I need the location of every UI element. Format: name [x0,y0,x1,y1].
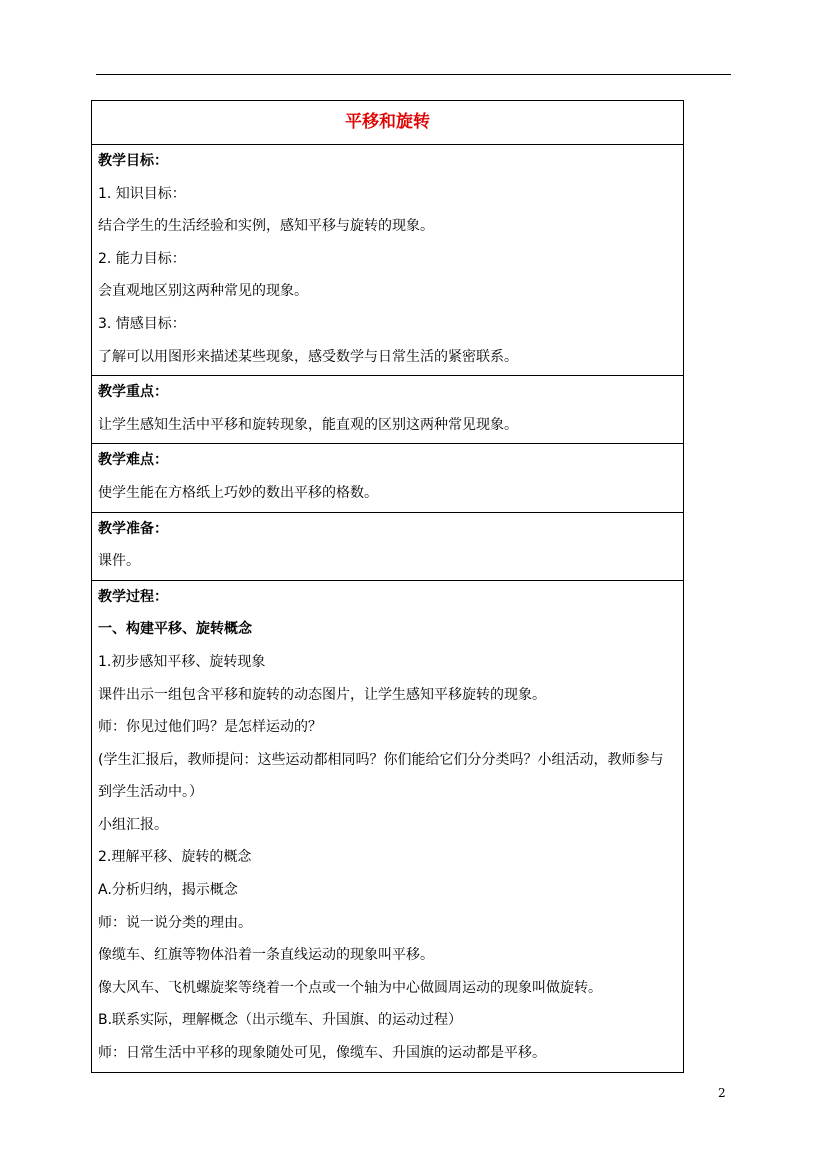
objectives-line: 会直观地区别这两种常见的现象。 [98,283,308,300]
objectives-line: 了解可以用图形来描述某些现象，感受数学与日常生活的紧密联系。 [98,348,518,365]
objectives-line: 2. 能力目标： [98,250,186,267]
process-line: 课件出示一组包含平移和旋转的动态图片，让学生感知平移旋转的现象。 [98,686,546,703]
key-points-cell [92,376,684,444]
process-line: (学生汇报后，教师提问：这些运动都相同吗？你们能给它们分分类吗？小组活动，教师参与到学生活动中。） [98,751,664,801]
preparation-cell [92,512,684,580]
process-line: 像缆车、红旗等物体沿着一条直线运动的现象叫平移。 [98,947,434,964]
difficulties-cell [92,444,684,512]
objectives-line: 1. 知识目标： [98,185,186,202]
process-line: B.联系实际，理解概念（出示缆车、升国旗、的运动过程） [98,1012,463,1029]
objectives-heading: 教学目标： [98,153,168,169]
process-line: 师：你见过他们吗？是怎样运动的？ [98,719,322,736]
objectives-line: 3. 情感目标： [98,315,186,332]
key-points-section [92,376,684,444]
difficulties-line: 使学生能在方格纸上巧妙的数出平移的格数。 [98,484,378,501]
process-line: 2.理解平移、旋转的概念 [98,849,252,866]
title-row [92,101,684,145]
title-cell [92,101,684,145]
process-line: 1.初步感知平移、旋转现象 [98,653,266,670]
objectives-section [92,145,684,376]
process-subheading: 一、构建平移、旋转概念 [98,621,252,638]
objectives-line: 结合学生的生活经验和实例，感知平移与旋转的现象。 [98,218,434,235]
process-line: 像大风车、飞机螺旋桨等绕着一个点或一个轴为中心做圆周运动的现象叫做旋转。 [98,979,602,996]
page-number: 2 [718,1086,726,1100]
key-points-heading: 教学重点： [98,384,168,401]
process-heading: 教学过程： [98,588,168,605]
process-line: 小组汇报。 [98,816,168,833]
process-cell [92,580,684,1072]
preparation-section [92,512,684,580]
difficulties-section [92,444,684,512]
lesson-plan-table [91,100,684,1073]
difficulties-heading: 教学难点： [98,452,168,469]
header-rule [96,74,731,75]
process-line: 师：日常生活中平移的现象随处可见，像缆车、升国旗的运动都是平移。 [98,1045,546,1062]
key-points-line: 让学生感知生活中平移和旋转现象，能直观的区别这两种常见现象。 [98,416,518,433]
preparation-line: 课件。 [98,553,140,570]
process-line: 师：说一说分类的理由。 [98,914,252,931]
document-title: 平移和旋转 [345,112,430,132]
process-line: A.分析归纳，揭示概念 [98,882,238,899]
preparation-heading: 教学准备： [98,520,168,537]
objectives-cell [92,145,684,376]
process-section [92,580,684,1072]
